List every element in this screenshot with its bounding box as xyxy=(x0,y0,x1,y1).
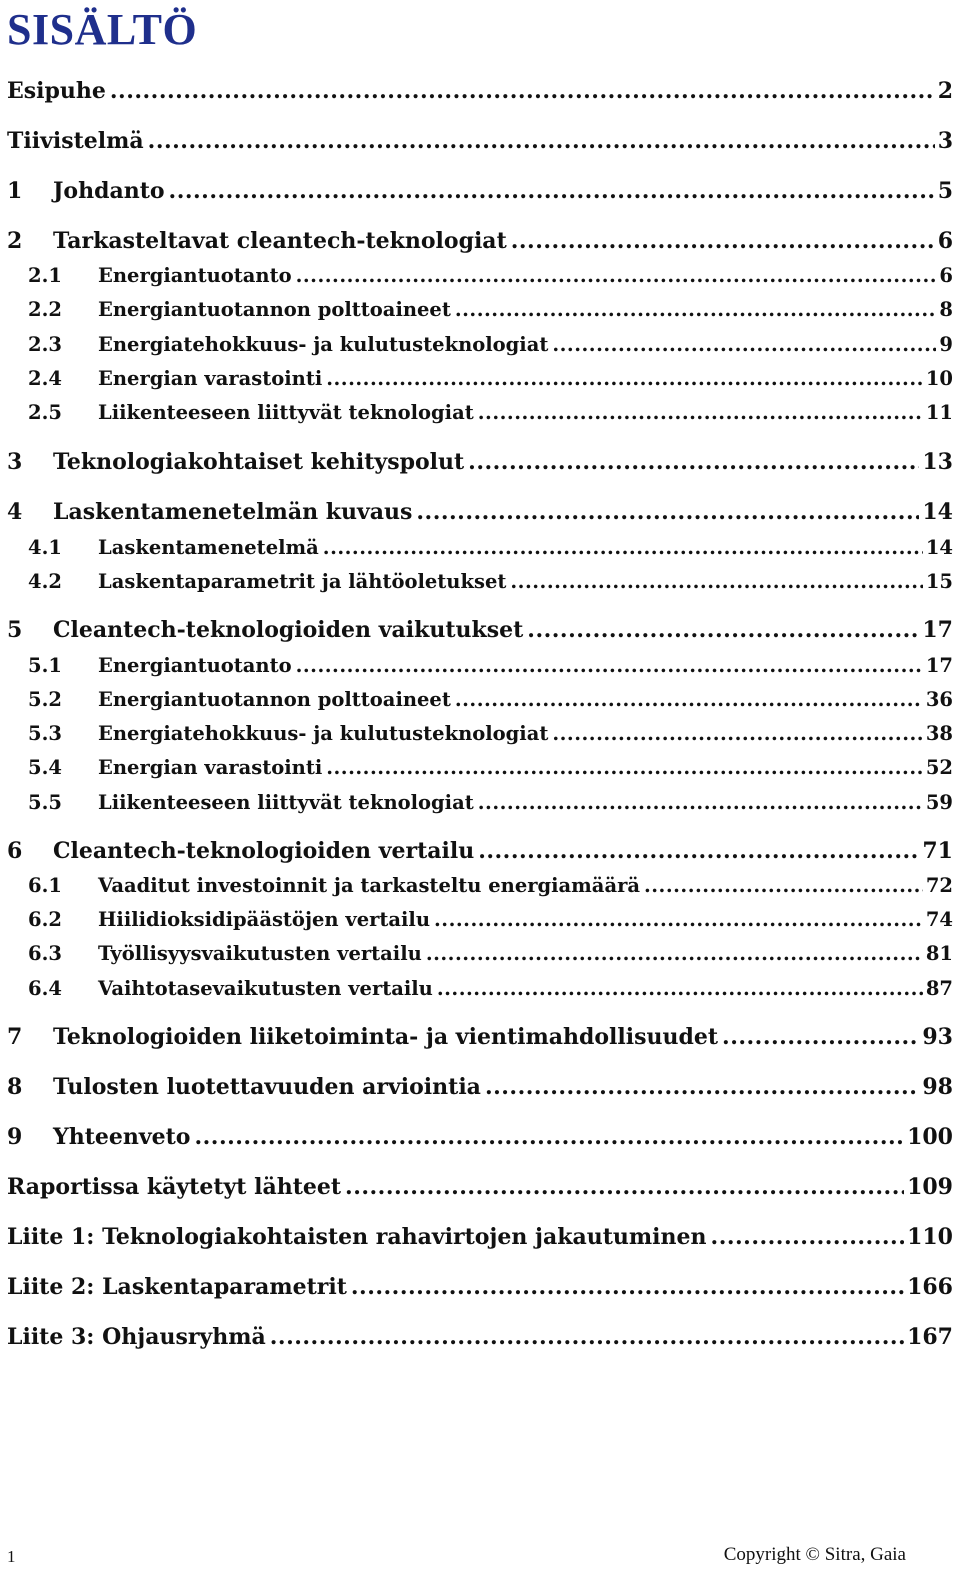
toc-entry-page: 87 xyxy=(925,977,953,1000)
toc-entry[interactable] xyxy=(28,688,953,718)
toc-entry[interactable] xyxy=(7,1074,953,1104)
toc-entry-page: 52 xyxy=(925,756,953,779)
toc-entry-page: 59 xyxy=(925,791,953,814)
toc-entry-page: 36 xyxy=(925,688,953,711)
footer-page-number: 1 xyxy=(7,1547,16,1566)
toc-entry-page: 3 xyxy=(937,128,953,154)
toc-entry[interactable] xyxy=(28,942,953,972)
toc-dot-leader xyxy=(351,1274,904,1300)
toc-entry-title: Vaaditut investoinnit ja tarkasteltu energiamäärä xyxy=(98,874,640,897)
toc-dot-leader xyxy=(110,78,935,104)
toc-entry[interactable] xyxy=(28,264,953,294)
toc-dot-leader xyxy=(527,617,919,643)
toc-entry-number: 6 xyxy=(7,838,23,864)
toc-entry-title: Energian varastointi xyxy=(98,756,323,779)
toc-entry-title: Energiantuotannon polttoaineet xyxy=(98,688,451,711)
toc-entry-title: Energiantuotanto xyxy=(98,264,292,287)
toc-entry-number: 2.2 xyxy=(28,298,62,321)
toc-entry-number: 2.5 xyxy=(28,401,62,424)
toc-dot-leader xyxy=(511,228,935,254)
toc-entry[interactable] xyxy=(28,654,953,684)
toc-entry[interactable] xyxy=(7,178,953,208)
toc-dot-leader xyxy=(326,756,923,779)
toc-entry-title: Laskentaparametrit ja lähtöoletukset xyxy=(98,570,507,593)
toc-dot-leader xyxy=(644,874,923,897)
toc-entry-number: 5 xyxy=(7,617,23,643)
toc-entry[interactable] xyxy=(28,908,953,938)
toc-entry[interactable] xyxy=(28,791,953,821)
toc-dot-leader xyxy=(345,1174,904,1200)
toc-entry[interactable] xyxy=(28,367,953,397)
toc-entry[interactable] xyxy=(28,756,953,786)
toc-entry-title: Työllisyysvaikutusten vertailu xyxy=(98,942,422,965)
toc-entry-page: 93 xyxy=(922,1024,953,1050)
toc-entry-page: 14 xyxy=(925,536,953,559)
toc-entry-number: 6.4 xyxy=(28,977,62,1000)
toc-entry-title: Yhteenveto xyxy=(53,1124,191,1150)
toc-dot-leader xyxy=(169,178,935,204)
toc-entry-page: 6 xyxy=(939,264,953,287)
toc-entry-page: 9 xyxy=(939,333,953,356)
toc-entry-title: Energiantuotanto xyxy=(98,654,292,677)
toc-entry-number: 2 xyxy=(7,228,23,254)
toc-entry-number: 4 xyxy=(7,499,23,525)
toc-entry-title: Liite 3: Ohjausryhmä xyxy=(7,1324,266,1350)
toc-entry-title: Tiivistelmä xyxy=(7,128,144,154)
toc-dot-leader xyxy=(148,128,935,154)
footer-copyright: Copyright © Sitra, Gaia xyxy=(723,1544,906,1565)
toc-entry-number: 2.4 xyxy=(28,367,62,390)
toc-entry-number: 6.2 xyxy=(28,908,62,931)
toc-dot-leader xyxy=(455,298,937,321)
toc-entry-title: Hiilidioksidipäästöjen vertailu xyxy=(98,908,431,931)
toc-entry-page: 71 xyxy=(922,838,953,864)
toc-entry-title: Laskentamenetelmän kuvaus xyxy=(53,499,413,525)
toc-dot-leader xyxy=(416,499,919,525)
toc-entry-page: 10 xyxy=(925,367,953,390)
toc-dot-leader xyxy=(722,1024,919,1050)
toc-entry-page: 109 xyxy=(907,1174,953,1200)
toc-entry-page: 11 xyxy=(925,401,953,424)
toc-entry[interactable] xyxy=(7,1024,953,1054)
toc-dot-leader xyxy=(296,264,937,287)
toc-entry-number: 5.3 xyxy=(28,722,62,745)
toc-entry-page: 81 xyxy=(925,942,953,965)
toc-entry-number: 6.1 xyxy=(28,874,62,897)
toc-entry[interactable] xyxy=(7,1324,953,1354)
toc-entry-page: 6 xyxy=(937,228,953,254)
toc-entry[interactable] xyxy=(7,499,953,529)
toc-entry-number: 6.3 xyxy=(28,942,62,965)
toc-entry-number: 1 xyxy=(7,178,23,204)
toc-entry-number: 5.5 xyxy=(28,791,62,814)
toc-dot-leader xyxy=(552,333,936,356)
toc-dot-leader xyxy=(326,367,923,390)
toc-dot-leader xyxy=(468,449,919,475)
toc-entry-number: 8 xyxy=(7,1074,23,1100)
toc-entry-page: 13 xyxy=(922,449,953,475)
toc-entry[interactable] xyxy=(7,1174,953,1204)
toc-entry-title: Liikenteeseen liittyvät teknologiat xyxy=(98,401,474,424)
toc-dot-leader xyxy=(323,536,923,559)
toc-entry[interactable] xyxy=(7,617,953,647)
toc-entry-title: Tarkasteltavat cleantech-teknologiat xyxy=(53,228,507,254)
toc-entry[interactable] xyxy=(7,1124,953,1154)
toc-entry[interactable] xyxy=(28,874,953,904)
toc-dot-leader xyxy=(455,688,923,711)
toc-entry-page: 166 xyxy=(907,1274,953,1300)
toc-dot-leader xyxy=(485,1074,919,1100)
toc-entry[interactable] xyxy=(28,401,953,431)
toc-entry-number: 7 xyxy=(7,1024,23,1050)
toc-entry[interactable] xyxy=(7,128,953,158)
toc-entry-page: 98 xyxy=(922,1074,953,1100)
toc-entry[interactable] xyxy=(7,228,953,258)
toc-entry-page: 110 xyxy=(907,1224,953,1250)
toc-entry[interactable] xyxy=(7,838,953,868)
toc-entry-page: 74 xyxy=(925,908,953,931)
toc-dot-leader xyxy=(478,401,923,424)
toc-dot-leader xyxy=(552,722,923,745)
toc-entry[interactable] xyxy=(28,298,953,328)
toc-entry-title: Liite 1: Teknologiakohtaisten rahavirtojen jakautuminen xyxy=(7,1224,707,1250)
toc-entry[interactable] xyxy=(28,333,953,363)
toc-entry-page: 14 xyxy=(922,499,953,525)
toc-entry-number: 5.2 xyxy=(28,688,62,711)
toc-entry-title: Vaihtotasevaikutusten vertailu xyxy=(98,977,433,1000)
toc-entry-page: 15 xyxy=(925,570,953,593)
toc-entry-page: 17 xyxy=(925,654,953,677)
toc-entry-title: Energiantuotannon polttoaineet xyxy=(98,298,451,321)
toc-dot-leader xyxy=(478,838,919,864)
toc-entry-title: Tulosten luotettavuuden arviointia xyxy=(53,1074,481,1100)
toc-dot-leader xyxy=(510,570,922,593)
toc-entry-title: Teknologiakohtaiset kehityspolut xyxy=(53,449,465,475)
toc-entry[interactable] xyxy=(7,78,953,108)
toc-entry[interactable] xyxy=(28,722,953,752)
toc-entry[interactable] xyxy=(7,449,953,479)
toc-entry-number: 2.1 xyxy=(28,264,62,287)
toc-entry[interactable] xyxy=(28,977,953,1007)
toc-entry-page: 8 xyxy=(939,298,953,321)
toc-entry-title: Esipuhe xyxy=(7,78,106,104)
toc-entry-number: 5.4 xyxy=(28,756,62,779)
toc-entry-title: Teknologioiden liiketoiminta- ja vientimahdollisuudet xyxy=(53,1024,719,1050)
toc-entry-page: 2 xyxy=(937,78,953,104)
toc-entry-number: 5.1 xyxy=(28,654,62,677)
toc-entry[interactable] xyxy=(7,1274,953,1304)
toc-entry-title: Liikenteeseen liittyvät teknologiat xyxy=(98,791,474,814)
toc-entry-number: 4.2 xyxy=(28,570,62,593)
toc-dot-leader xyxy=(711,1224,905,1250)
toc-entry-title: Energiatehokkuus- ja kulutusteknologiat xyxy=(98,722,549,745)
toc-entry-title: Energian varastointi xyxy=(98,367,323,390)
toc-entry-page: 17 xyxy=(922,617,953,643)
toc-dot-leader xyxy=(426,942,923,965)
toc-entry-page: 5 xyxy=(937,178,953,204)
toc-entry-page: 167 xyxy=(907,1324,953,1350)
toc-entry[interactable] xyxy=(28,536,953,566)
toc-entry-number: 4.1 xyxy=(28,536,62,559)
toc-entry-page: 72 xyxy=(925,874,953,897)
toc-entry-title: Raportissa käytetyt lähteet xyxy=(7,1174,342,1200)
page-title: SISÄLTÖ xyxy=(7,5,198,54)
toc-entry-number: 9 xyxy=(7,1124,23,1150)
toc-dot-leader xyxy=(270,1324,904,1350)
toc-entry-title: Cleantech-teknologioiden vaikutukset xyxy=(53,617,524,643)
toc-dot-leader xyxy=(194,1124,904,1150)
toc-entry[interactable] xyxy=(28,570,953,600)
toc-dot-leader xyxy=(296,654,923,677)
toc-entry-title: Liite 2: Laskentaparametrit xyxy=(7,1274,347,1300)
toc-entry-page: 100 xyxy=(907,1124,953,1150)
toc-entry-title: Johdanto xyxy=(53,178,165,204)
toc-dot-leader xyxy=(478,791,923,814)
toc-entry-title: Laskentamenetelmä xyxy=(98,536,319,559)
toc-dot-leader xyxy=(437,977,923,1000)
toc-entry-page: 38 xyxy=(925,722,953,745)
toc-entry-title: Cleantech-teknologioiden vertailu xyxy=(53,838,475,864)
toc-entry-title: Energiatehokkuus- ja kulutusteknologiat xyxy=(98,333,549,356)
toc-dot-leader xyxy=(434,908,923,931)
toc-entry-number: 2.3 xyxy=(28,333,62,356)
toc-entry-number: 3 xyxy=(7,449,23,475)
toc-entry[interactable] xyxy=(7,1224,953,1254)
